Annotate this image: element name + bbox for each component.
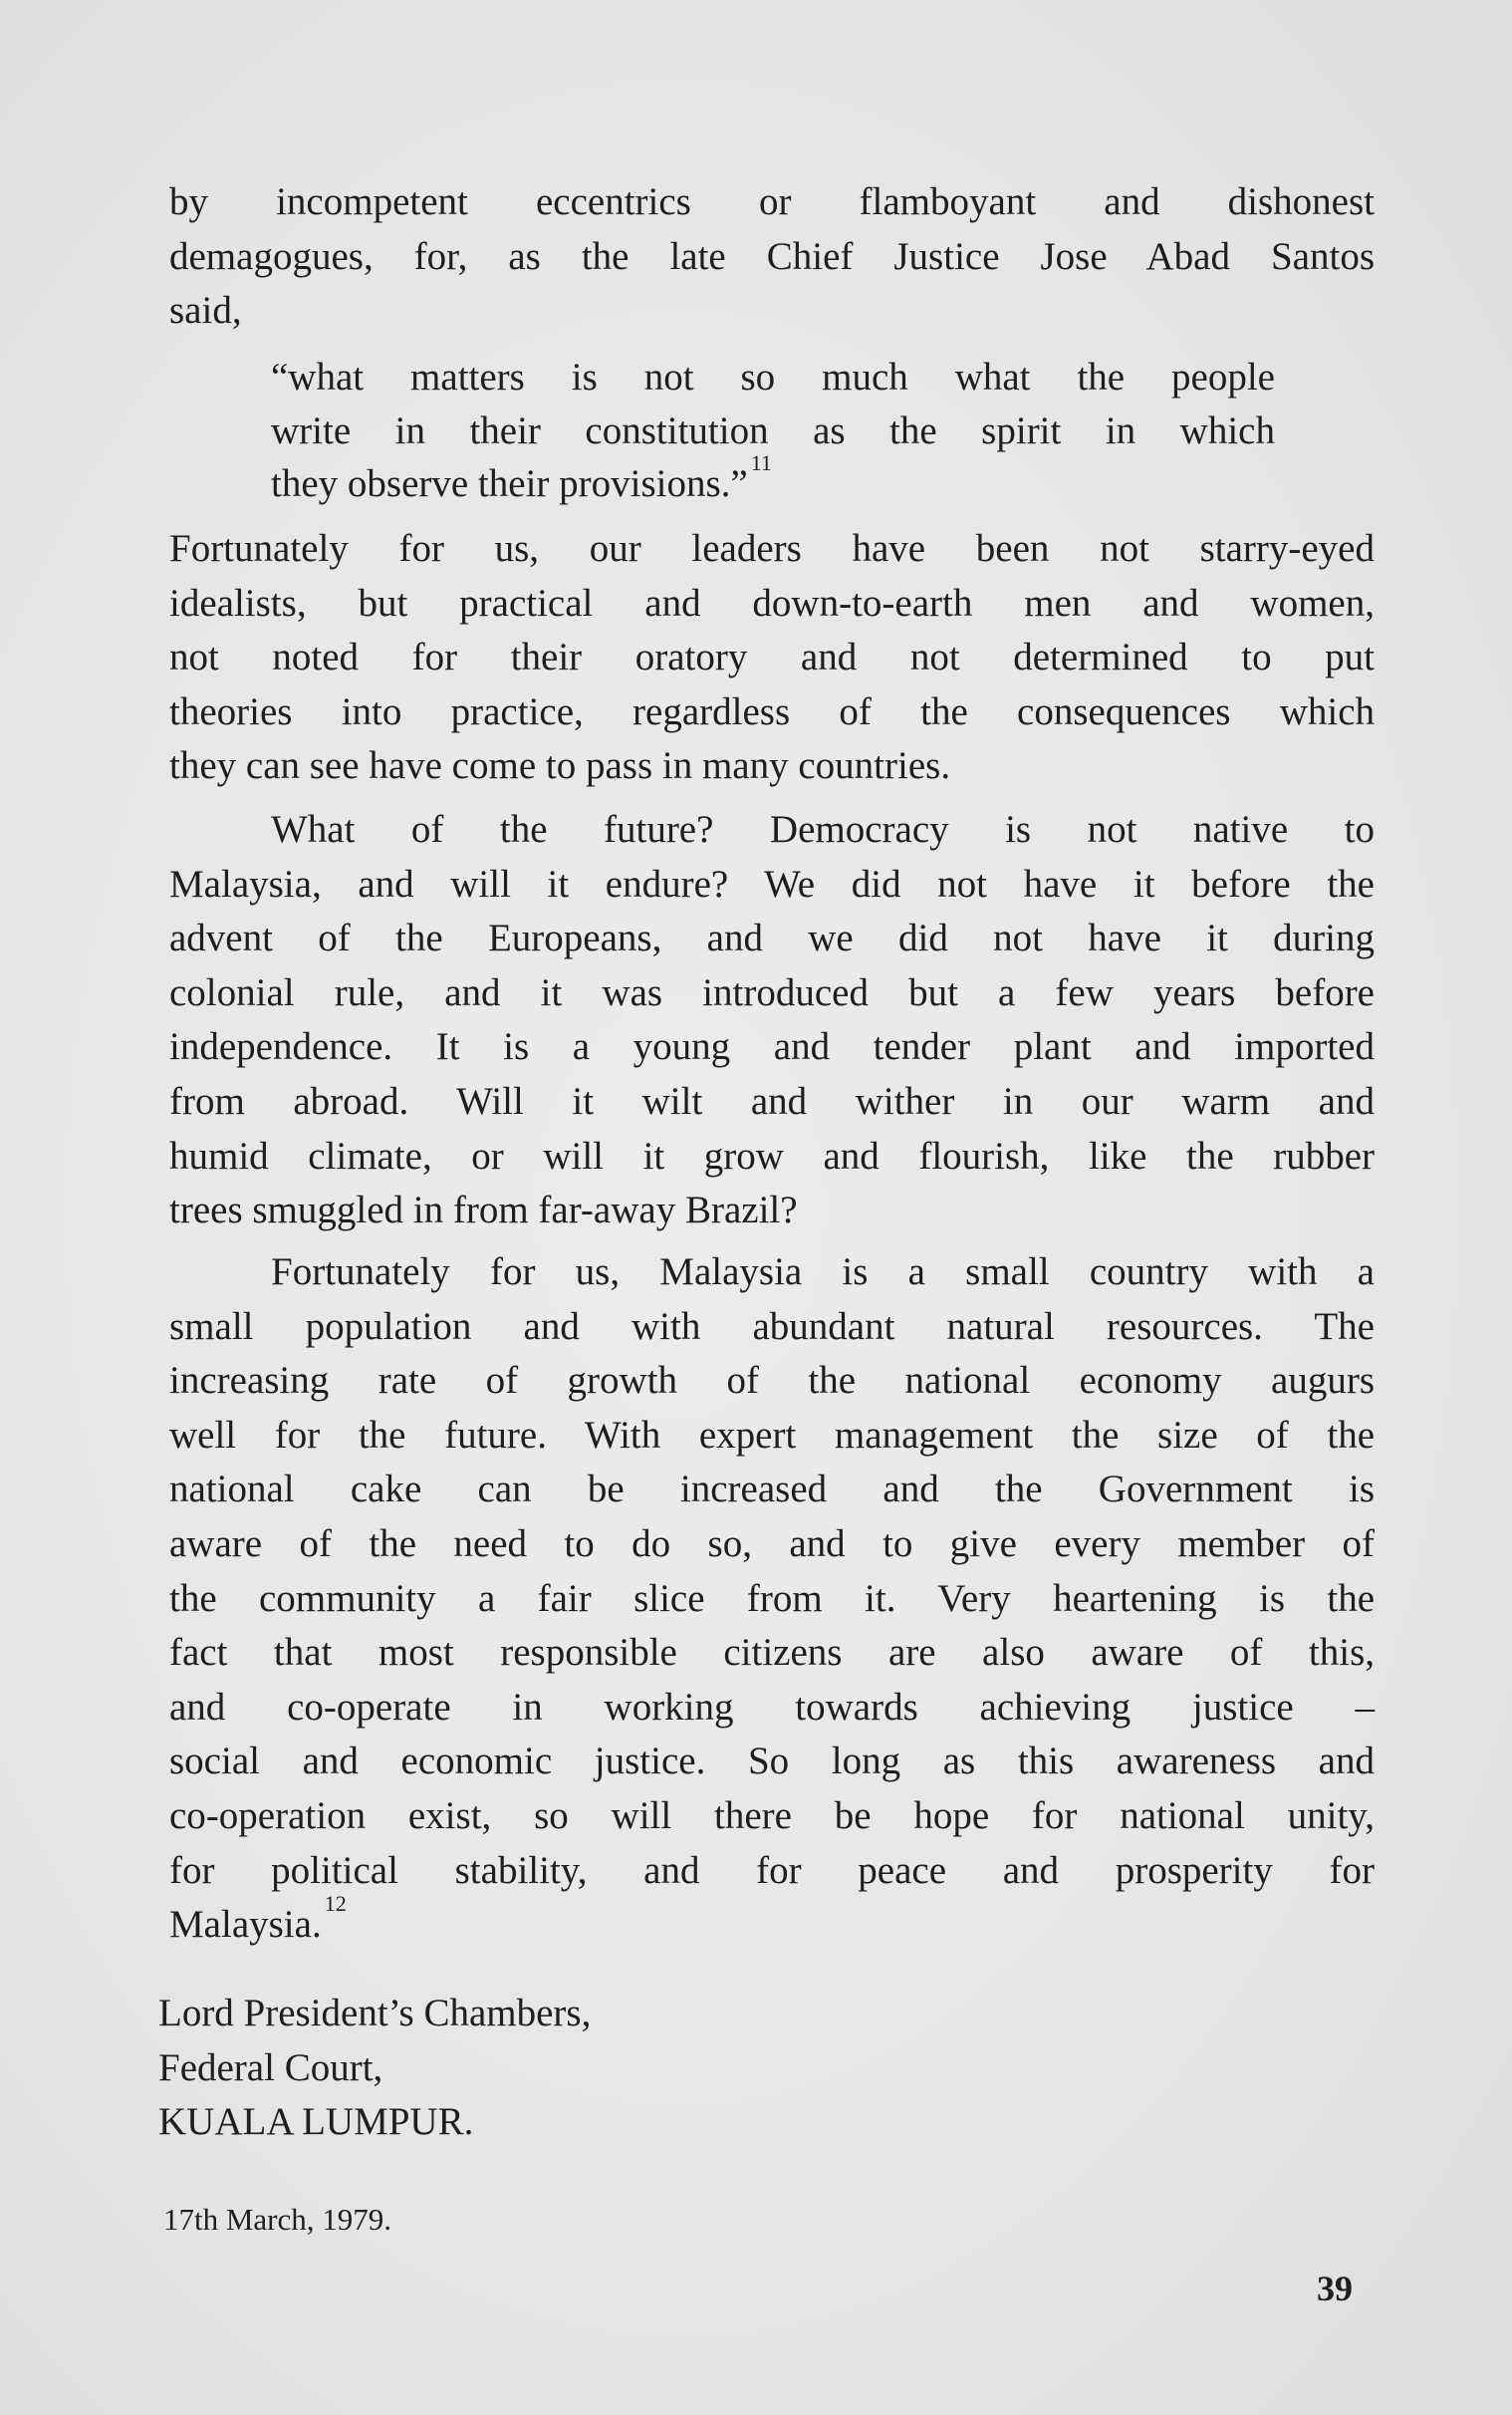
text-line [169, 1075, 1375, 1130]
line-text: Malaysia. [169, 1903, 322, 1947]
line-text: idealists, but practical and down-to-earth men and women, [169, 581, 1375, 625]
paragraph-1 [169, 175, 1375, 339]
text-line [271, 450, 1275, 511]
text-line [271, 351, 1275, 404]
text-line [169, 685, 1375, 740]
text-line [169, 1735, 1375, 1789]
line-text: small population and with abundant natural resources. The [169, 1304, 1375, 1348]
line-text: said, [169, 289, 242, 333]
line-text: Fortunately for us, our leaders have been not starry-eyed [169, 527, 1375, 570]
text-line [169, 1354, 1375, 1409]
text-line [169, 522, 1375, 577]
text-line [169, 284, 1375, 339]
text-line [169, 966, 1375, 1021]
line-text: co-operation exist, so will there be hope for national unity, [169, 1793, 1375, 1837]
signature-line: Lord President’s Chambers, [158, 1992, 592, 2034]
line-text: theories into practice, regardless of the consequences which [169, 689, 1375, 733]
text-line [169, 1572, 1375, 1627]
line-text: demagogues, for, as the late Chief Justice Jose Abad Santos [169, 234, 1375, 278]
line-text: humid climate, or will it grow and flourish, like the rubber [169, 1134, 1375, 1178]
text-line [169, 1020, 1375, 1075]
line-text: write in their constitution as the spirit in which [271, 408, 1275, 452]
line-text: from abroad. Will it wilt and wither in our warm and [169, 1079, 1375, 1123]
line-text: fact that most responsible citizens are also aware of this, [169, 1631, 1375, 1675]
line-text: and co-operate in working towards achieving justice – [169, 1685, 1375, 1729]
text-line [169, 912, 1375, 966]
text-line [169, 1681, 1375, 1736]
line-text: they can see have come to pass in many countries. [169, 744, 951, 788]
text-line [169, 1626, 1375, 1681]
text-line [169, 1517, 1375, 1572]
text-line [169, 1844, 1375, 1899]
paragraph-3 [169, 803, 1375, 1238]
line-text: national cake can be increased and the Government is [169, 1468, 1375, 1511]
line-text: not noted for their oratory and not determined to put [169, 636, 1375, 679]
line-text: Malaysia, and will it endure? We did not have it before the [169, 862, 1375, 906]
text-line [169, 739, 1375, 794]
text-line [169, 1130, 1375, 1185]
paragraph-2 [169, 522, 1375, 794]
line-text: independence. It is a young and tender plant and imported [169, 1025, 1375, 1069]
line-text: increasing rate of growth of the national economy augurs [169, 1359, 1375, 1403]
signature-line: KUALA LUMPUR. [158, 2100, 474, 2144]
line-text: aware of the need to do so, and to give every member of [169, 1521, 1375, 1565]
line-text: the community a fair slice from it. Very heartening is the [169, 1576, 1375, 1620]
line-text: trees smuggled in from far-away Brazil? [169, 1189, 798, 1232]
line-text: colonial rule, and it was introduced but a few years before [169, 970, 1375, 1014]
footnote-marker: 12 [324, 1891, 347, 1917]
line-text: Fortunately for us, Malaysia is a small country with a [271, 1250, 1375, 1293]
text-line [169, 175, 1375, 230]
text-line [169, 1789, 1375, 1844]
text-line [169, 631, 1375, 685]
text-line [169, 858, 1375, 913]
date: 17th March, 1979. [163, 2202, 392, 2237]
line-text: well for the future. With expert management the size of the [169, 1413, 1375, 1457]
line-text: for political stability, and for peace and prosperity for [169, 1848, 1375, 1892]
signature-address [158, 1987, 591, 2150]
text-line [271, 404, 1275, 458]
footnote-marker: 11 [750, 450, 772, 475]
text-line [169, 577, 1375, 632]
text-line [169, 1463, 1375, 1517]
paragraph-4 [169, 1245, 1375, 1953]
text-line [169, 230, 1375, 285]
line-text: “what matters is not so much what the people [271, 356, 1275, 399]
line-text: by incompetent eccentrics or flamboyant and dishonest [169, 180, 1375, 223]
text-line [169, 1245, 1375, 1300]
text-line [169, 1300, 1375, 1355]
line-text: social and economic justice. So long as this awareness and [169, 1740, 1375, 1783]
page-number: 39 [1317, 2269, 1353, 2308]
line-text: they observe their provisions.” [271, 462, 748, 505]
line-text: What of the future? Democracy is not native to [271, 808, 1375, 851]
text-line [169, 1184, 1375, 1238]
line-text: advent of the Europeans, and we did not have it during [169, 917, 1375, 960]
signature-line: Federal Court, [158, 2045, 383, 2089]
text-line [169, 1409, 1375, 1464]
text-line [169, 803, 1375, 858]
text-line [169, 1891, 1375, 1953]
block-quote [271, 351, 1275, 511]
